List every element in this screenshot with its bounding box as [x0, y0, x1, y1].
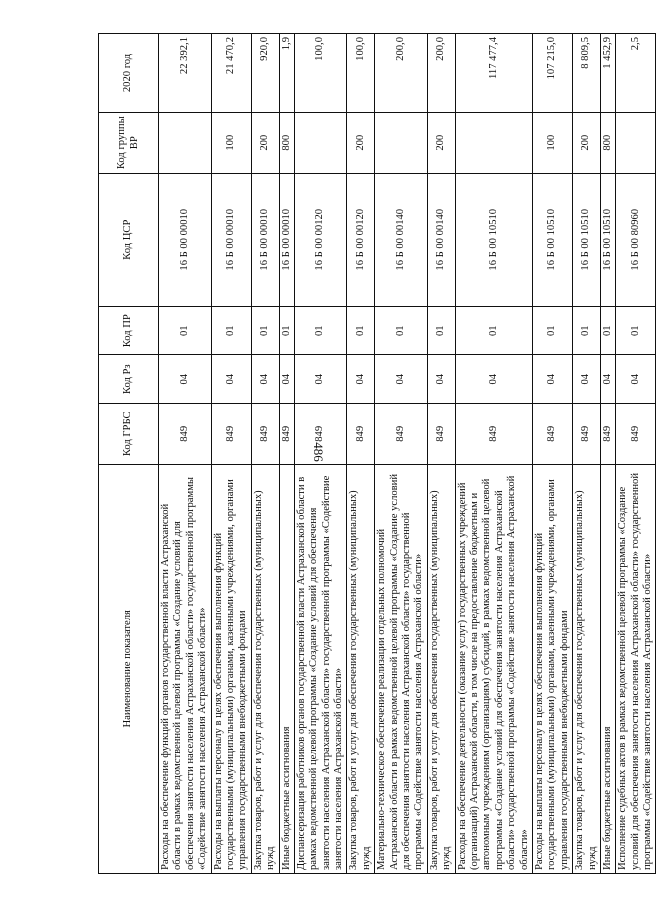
header-name: Наименование показателя — [99, 464, 159, 873]
row-vr: 200 — [347, 112, 375, 173]
row-csr: 16 Б 00 00120 — [347, 173, 375, 306]
header-pr: Код ПР — [99, 306, 159, 355]
row-value: 21 470,2 — [211, 34, 251, 113]
table-row — [532, 34, 572, 874]
row-name: Иные бюджетные ассигнования — [600, 464, 615, 873]
row-grbs: 849 — [616, 403, 656, 464]
row-value: 117 477,4 — [455, 34, 532, 113]
row-csr: 16 Б 00 00120 — [294, 173, 347, 306]
row-name: Расходы на выплаты персоналу в целях обеспечения выполнения функций государственными (муниципальными) органами, казенными учреждениями, органами управления государственными внебюджетными фондами — [211, 464, 251, 873]
table-row — [279, 34, 294, 874]
row-csr: 16 Б 00 00140 — [427, 173, 455, 306]
row-grbs: 849 — [427, 403, 455, 464]
row-name: Расходы на обеспечение функций органов государственной власти Астраханской области в рамках ведомственной целевой программы «Создание условий для обеспечения занятости населения Астраханской области» государственной программы «Содействие занятости населения Астраханской области» — [159, 464, 212, 873]
row-pr: 01 — [375, 306, 428, 355]
row-pr: 01 — [573, 306, 601, 355]
row-name: Иные бюджетные ассигнования — [279, 464, 294, 873]
row-rz: 04 — [616, 355, 656, 404]
row-name: Закупка товаров, работ и услуг для обеспечения государственных (муниципальных) нужд — [347, 464, 375, 873]
row-name: Закупка товаров, работ и услуг для обеспечения государственных (муниципальных) нужд — [251, 464, 279, 873]
row-value: 22 392,1 — [159, 34, 212, 113]
row-csr: 16 Б 00 00010 — [159, 173, 212, 306]
row-rz: 04 — [347, 355, 375, 404]
row-value: 1 452,9 — [600, 34, 615, 113]
row-rz: 04 — [294, 355, 347, 404]
row-rz: 04 — [159, 355, 212, 404]
row-csr: 16 Б 00 10510 — [600, 173, 615, 306]
row-vr: 200 — [427, 112, 455, 173]
row-pr: 01 — [616, 306, 656, 355]
table-row — [347, 34, 375, 874]
header-year: 2020 год — [99, 34, 159, 113]
row-name: Закупка товаров, работ и услуг для обеспечения государственных (муниципальных) нужд — [427, 464, 455, 873]
row-pr: 01 — [600, 306, 615, 355]
row-pr: 01 — [294, 306, 347, 355]
row-csr: 16 Б 00 00010 — [211, 173, 251, 306]
row-csr: 16 Б 00 00010 — [251, 173, 279, 306]
budget-table — [98, 33, 656, 874]
table-header-row — [99, 34, 159, 874]
row-grbs: 849 — [375, 403, 428, 464]
row-pr: 01 — [211, 306, 251, 355]
row-rz: 04 — [279, 355, 294, 404]
row-vr — [294, 112, 347, 173]
row-pr: 01 — [279, 306, 294, 355]
row-pr: 01 — [159, 306, 212, 355]
row-rz: 04 — [427, 355, 455, 404]
row-csr: 16 Б 00 80960 — [616, 173, 656, 306]
table-row — [573, 34, 601, 874]
row-name: Расходы на обеспечение деятельности (оказание услуг) государственных учреждений (организаций) Астраханской области, в том числе на предоставление бюджетным и автономным учреждениям (организациям) субсидий, в рамках ведомственной целевой программы «Создание условий для обеспечения занятости населения Астраханской области» государственной программы «Содействие занятости населения Астраханской области» — [455, 464, 532, 873]
row-vr: 200 — [251, 112, 279, 173]
header-csr: Код ЦСР — [99, 173, 159, 306]
table-row — [616, 34, 656, 874]
row-grbs: 849 — [532, 403, 572, 464]
row-pr: 01 — [427, 306, 455, 355]
row-grbs: 849 — [455, 403, 532, 464]
row-rz: 04 — [251, 355, 279, 404]
row-value: 107 215,0 — [532, 34, 572, 113]
row-rz: 04 — [375, 355, 428, 404]
row-value: 200,0 — [427, 34, 455, 113]
row-rz: 04 — [573, 355, 601, 404]
row-value: 100,0 — [294, 34, 347, 113]
row-vr: 800 — [279, 112, 294, 173]
row-grbs: 849 — [600, 403, 615, 464]
row-grbs: 849 — [573, 403, 601, 464]
row-rz: 04 — [211, 355, 251, 404]
row-vr — [616, 112, 656, 173]
row-csr: 16 Б 00 10510 — [455, 173, 532, 306]
row-vr: 800 — [600, 112, 615, 173]
row-pr: 01 — [347, 306, 375, 355]
row-vr: 100 — [532, 112, 572, 173]
row-value: 1,9 — [279, 34, 294, 113]
row-rz: 04 — [600, 355, 615, 404]
row-vr: 100 — [211, 112, 251, 173]
row-csr: 16 Б 00 00010 — [279, 173, 294, 306]
row-pr: 01 — [251, 306, 279, 355]
row-grbs: 849 — [251, 403, 279, 464]
row-grbs: 849 — [294, 403, 347, 464]
row-grbs: 849 — [211, 403, 251, 464]
row-value: 920,0 — [251, 34, 279, 113]
row-grbs: 849 — [279, 403, 294, 464]
table-row — [159, 34, 212, 874]
row-vr: 200 — [573, 112, 601, 173]
table-row — [600, 34, 615, 874]
table-row — [427, 34, 455, 874]
row-rz: 04 — [455, 355, 532, 404]
row-name: Закупка товаров, работ и услуг для обеспечения государственных (муниципальных) нужд — [573, 464, 601, 873]
table-row — [455, 34, 532, 874]
row-grbs: 849 — [347, 403, 375, 464]
table-row — [294, 34, 347, 874]
row-rz: 04 — [532, 355, 572, 404]
row-name: Расходы на выплаты персоналу в целях обеспечения выполнения функций государственными (муниципальными) органами, казенными учреждениями, органами управления государственными внебюджетными фондами — [532, 464, 572, 873]
header-rz: Код Рз — [99, 355, 159, 404]
rotated-table-container — [98, 33, 654, 874]
table-row — [251, 34, 279, 874]
table-row — [211, 34, 251, 874]
row-name: Диспансеризация работников органов государственной власти Астраханской области в рамках ведомственной целевой программы «Создание условий для обеспечения занятости населения Астраханской области» государственной программы «Содействие занятости населения Астраханской области» — [294, 464, 347, 873]
row-vr — [375, 112, 428, 173]
row-value: 8 809,5 — [573, 34, 601, 113]
row-value: 100,0 — [347, 34, 375, 113]
row-name: Исполнение судебных актов в рамках ведомственной целевой программы «Создание условий для обеспечения занятости населения Астраханской области» государственной программы «Содействие занятости населения Астраханской области» — [616, 464, 656, 873]
row-pr: 01 — [455, 306, 532, 355]
row-pr: 01 — [532, 306, 572, 355]
header-grbs: Код ГРБС — [99, 403, 159, 464]
row-csr: 16 Б 00 10510 — [573, 173, 601, 306]
row-csr: 16 Б 00 00140 — [375, 173, 428, 306]
table-row — [375, 34, 428, 874]
row-value: 2,5 — [616, 34, 656, 113]
page-number: 486 — [311, 442, 326, 462]
row-value: 200,0 — [375, 34, 428, 113]
row-vr — [455, 112, 532, 173]
row-name: Материально-техническое обеспечение реализации отдельных полномочий Астраханской области в рамках ведомственной целевой программы «Создание условий для обеспечения занятости населения Астраханской области» государственной программы «Содействие занятости населения Астраханской области» — [375, 464, 428, 873]
row-csr: 16 Б 00 10510 — [532, 173, 572, 306]
row-grbs: 849 — [159, 403, 212, 464]
header-vr: Код группы ВР — [99, 112, 159, 173]
row-vr — [159, 112, 212, 173]
